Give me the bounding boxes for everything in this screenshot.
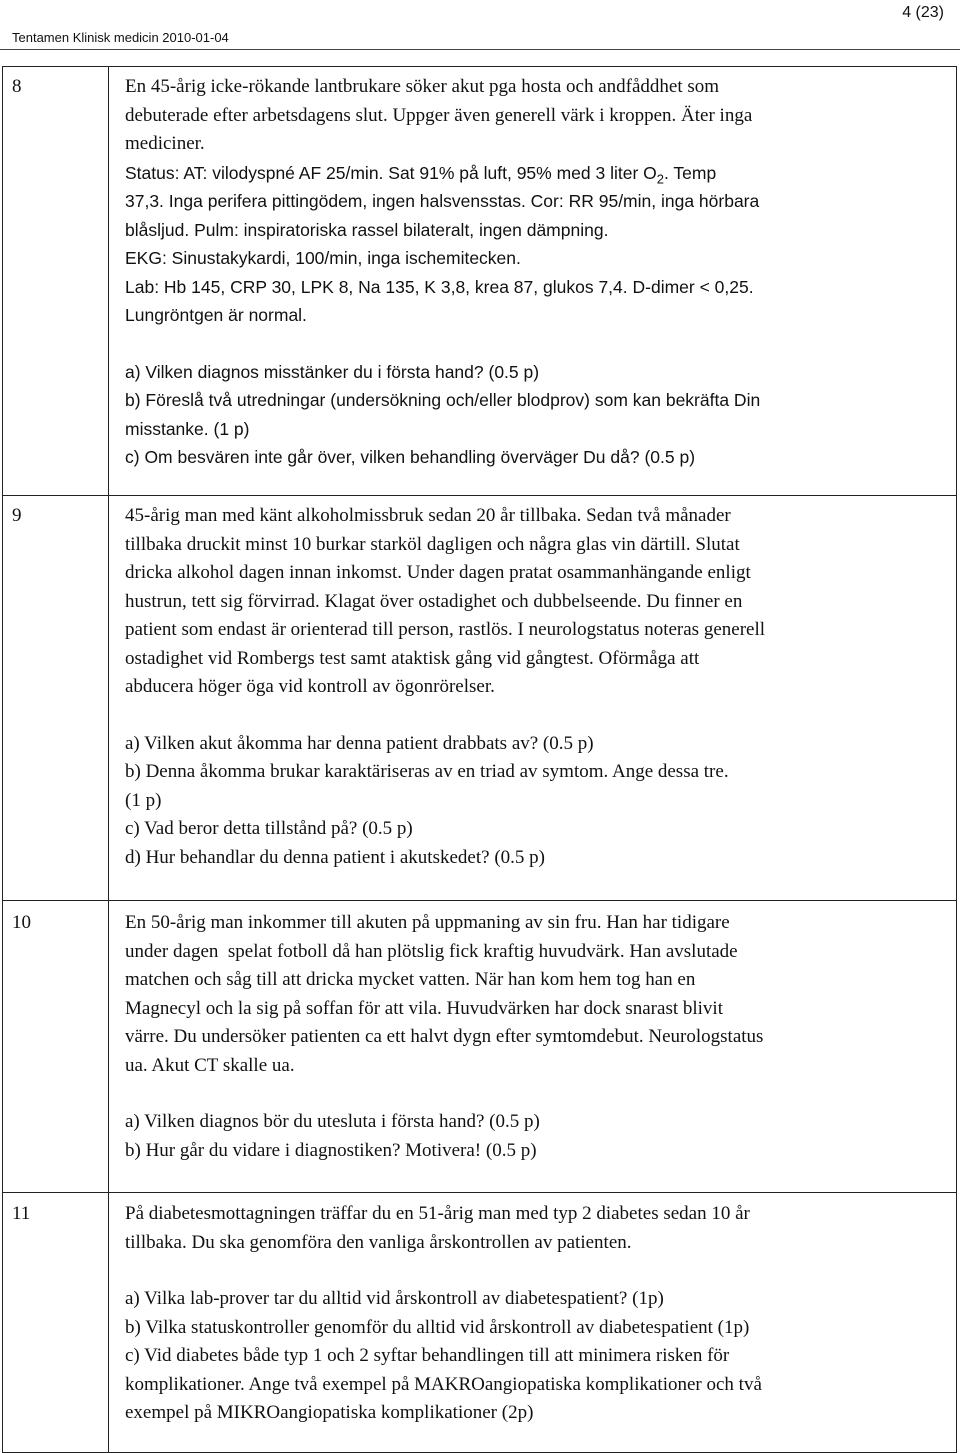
spacer <box>125 702 950 730</box>
case-line: ua. Akut CT skalle ua. <box>125 1054 295 1076</box>
case-line: debuterade efter arbetsdagens slut. Uppger även generell värk i kroppen. Äter inga <box>125 104 753 126</box>
case-line: ostadighet vid Rombergs test samt ataktisk gång vid gångtest. Oförmåga att <box>125 647 700 669</box>
subquestion: b) Vilka statuskontroller genomför du alltid vid årskontroll av diabetespatient (1p) <box>125 1316 750 1338</box>
case-line: Lab: Hb 145, CRP 30, LPK 8, Na 135, K 3,8, krea 87, glukos 7,4. D-dimer < 0,25. <box>125 276 754 297</box>
case-line: dricka alkohol dagen innan inkomst. Under dagen pratat osammanhängande enligt <box>125 562 751 583</box>
page-number: 4 (23) <box>902 4 944 21</box>
spacer <box>125 330 950 358</box>
question-number: 10 <box>3 901 109 1193</box>
case-line: värre. Du undersöker patienten ca ett halvt dygn efter symtomdebut. Neurologstatus <box>125 1026 764 1047</box>
subquestion: komplikationer. Ange två exempel på MAKROangiopatiska komplikationer och två <box>125 1373 762 1395</box>
spacer <box>125 1080 950 1108</box>
case-line: tillbaka druckit minst 10 burkar starköl dagligen och några glas vin därtill. Slutat <box>125 533 740 555</box>
question-number: 8 <box>3 67 109 496</box>
document-title: Tentamen Klinisk medicin 2010-01-04 <box>12 30 229 45</box>
case-line: mediciner. <box>125 133 205 154</box>
subquestion: exempel på MIKROangiopatiska komplikationer (2p) <box>125 1402 534 1423</box>
case-line: abducera höger öga vid kontroll av ögonrörelser. <box>125 676 495 697</box>
question-row-10 <box>3 901 957 1193</box>
case-line: På diabetesmottagningen träffar du en 51-årig man med typ 2 diabetes sedan 10 år <box>125 1203 750 1224</box>
case-line: hustrun, tett sig förvirrad. Klagat över ostadighet och dubbelseende. Du finner en <box>125 590 743 612</box>
case-line-status <box>125 159 950 188</box>
question-content <box>109 496 957 901</box>
subquestion: b) Denna åkomma brukar karaktäriseras av en triad av symtom. Ange dessa tre. <box>125 761 729 782</box>
question-row-11 <box>3 1193 957 1453</box>
question-number: 11 <box>3 1193 109 1453</box>
subquestion: a) Vilken akut åkomma har denna patient drabbats av? (0.5 p) <box>125 732 594 754</box>
question-content <box>109 67 957 496</box>
case-line: 37,3. Inga perifera pittingödem, ingen halsvensstas. Cor: RR 95/min, inga hörbara <box>125 191 760 211</box>
subquestion: c) Vad beror detta tillstånd på? (0.5 p) <box>125 818 413 839</box>
case-line: under dagen spelat fotboll då han plötslig fick kraftig huvudvärk. Han avslutade <box>125 940 738 962</box>
subquestion: a) Vilken diagnos bör du utesluta i första hand? (0.5 p) <box>125 1111 540 1132</box>
question-number: 9 <box>3 496 109 901</box>
temp-label: . Temp <box>664 162 717 183</box>
case-line: 45-årig man med känt alkoholmissbruk sedan 20 år tillbaka. Sedan två månader <box>125 505 731 526</box>
case-line: blåsljud. Pulm: inspiratoriska rassel bilateralt, ingen dämpning. <box>125 219 609 240</box>
case-line: Lungröntgen är normal. <box>125 305 307 325</box>
subquestion: b) Hur går du vidare i diagnostiken? Motivera! (0.5 p) <box>125 1139 537 1161</box>
spacer <box>125 1257 950 1285</box>
case-line: En 45-årig icke-rökande lantbrukare söker akut pga hosta och andfåddhet som <box>125 76 720 97</box>
subquestion: c) Vid diabetes både typ 1 och 2 syftar behandlingen till att minimera risken för <box>125 1345 730 1366</box>
question-row-8 <box>3 67 957 496</box>
subquestion: d) Hur behandlar du denna patient i akutskedet? (0.5 p) <box>125 846 545 868</box>
case-line: matchen och såg till att dricka mycket vatten. När han kom hem tog han en <box>125 969 696 990</box>
case-line: EKG: Sinustakykardi, 100/min, inga ischemitecken. <box>125 248 521 268</box>
exam-questions-table <box>2 66 957 1453</box>
oxygen-subscript: 2 <box>656 171 664 186</box>
header-divider <box>0 49 960 50</box>
subquestion: (1 p) <box>125 789 162 811</box>
status-text: Status: AT: vilodyspné AF 25/min. Sat 91% på luft, 95% med 3 liter O <box>125 162 657 183</box>
question-row-9 <box>3 496 957 901</box>
case-line: patient som endast är orienterad till person, rastlös. I neurologstatus noteras generell <box>125 619 766 640</box>
question-content <box>109 1193 957 1453</box>
case-line: En 50-årig man inkommer till akuten på uppmaning av sin fru. Han har tidigare <box>125 912 730 933</box>
case-line: Magnecyl och la sig på soffan för att vila. Huvudvärken har dock snarast blivit <box>125 997 723 1019</box>
subquestion: a) Vilka lab-prover tar du alltid vid årskontroll av diabetespatient? (1p) <box>125 1288 664 1309</box>
subquestion: a) Vilken diagnos misstänker du i första hand? (0.5 p) <box>125 361 540 382</box>
subquestion: misstanke. (1 p) <box>125 418 250 439</box>
subquestion: c) Om besvären inte går över, vilken behandling överväger Du då? (0.5 p) <box>125 447 696 467</box>
question-content <box>109 901 957 1193</box>
subquestion: b) Föreslå två utredningar (undersökning och/eller blodprov) som kan bekräfta Din <box>125 390 761 410</box>
case-line: tillbaka. Du ska genomföra den vanliga årskontrollen av patienten. <box>125 1231 632 1253</box>
